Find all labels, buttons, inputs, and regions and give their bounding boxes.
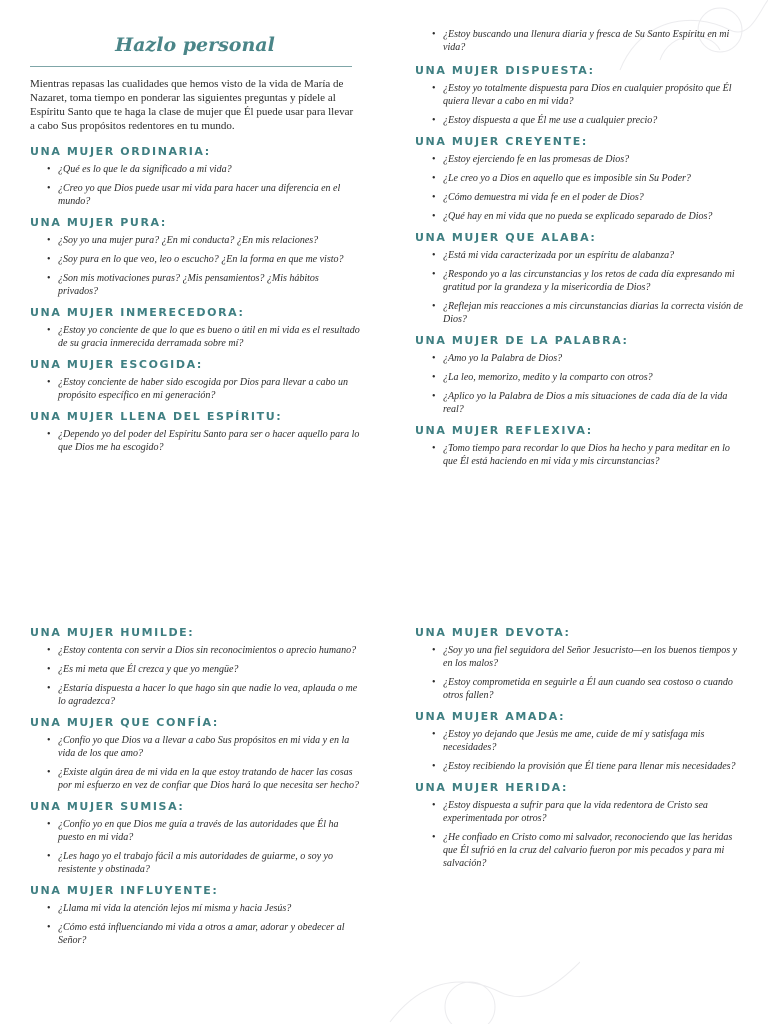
question-section (415, 710, 745, 773)
right-column-page-31 (415, 626, 745, 878)
question-item: • ¿Le creo yo a Dios en aquello que es imposible sin Su Poder? (415, 172, 745, 185)
question-item: • ¿Confío yo en que Dios me guía a través de las autoridades que Él ha puesto en mi vida? (30, 818, 360, 844)
question-list (415, 82, 745, 127)
question-item: • ¿Qué es lo que le da significado a mi vida? (30, 163, 360, 176)
section-heading: UNA MUJER HUMILDE: (30, 626, 195, 639)
question-list (415, 728, 745, 773)
question-section (415, 334, 745, 416)
intro-paragraph: Mientras repasas las cualidades que hemos visto de la vida de María de Nazaret, toma tiempo en ponderar las siguientes preguntas y pídele al Espíritu Santo que te haga la clase de mujer que Él puede usar para llevar a cabo Sus propósitos redentores en tu mundo. (30, 78, 354, 132)
question-section (415, 781, 745, 870)
left-column-page-30 (30, 626, 360, 955)
question-item: • ¿Es mi meta que Él crezca y que yo mengüe? (30, 663, 360, 676)
question-list (30, 324, 360, 350)
page-spread-bottom (0, 512, 768, 1024)
question-item: • ¿La leo, memorizo, medito y la comparto con otros? (415, 371, 745, 384)
question-item: • ¿Son mis motivaciones puras? ¿Mis pensamientos? ¿Mis hábitos privados? (30, 272, 360, 298)
question-item: • ¿Qué hay en mi vida que no pueda se explicado separado de Dios? (415, 210, 745, 223)
question-section (30, 358, 360, 402)
section-heading: UNA MUJER ORDINARIA: (30, 145, 211, 158)
question-item: • ¿Aplico yo la Palabra de Dios a mis situaciones de cada día de la vida real? (415, 390, 745, 416)
question-list (30, 818, 360, 876)
question-item: • ¿Soy yo una fiel seguidora del Señor Jesucristo—en los buenos tiempos y en los malos? (415, 644, 745, 670)
question-list (30, 644, 360, 708)
left-column-page-28 (30, 0, 360, 462)
section-heading: UNA MUJER REFLEXIVA: (415, 424, 593, 437)
section-heading: UNA MUJER DISPUESTA: (415, 64, 595, 77)
section-heading: UNA MUJER INMERECEDORA: (30, 306, 245, 319)
question-item: • ¿He confiado en Cristo como mi salvador, reconociendo que las heridas que Él sufrió en la cruz del calvario fueron por mis pecados y para mi salvación? (415, 831, 745, 870)
question-list (30, 376, 360, 402)
question-list (30, 734, 360, 792)
question-item: • ¿Confío yo que Dios va a llevar a cabo Sus propósitos en mi vida y en la vida de los que amo? (30, 734, 360, 760)
section-list (30, 626, 360, 947)
question-section (30, 306, 360, 350)
question-section (30, 800, 360, 876)
section-heading: UNA MUJER AMADA: (415, 710, 566, 723)
question-list (30, 163, 360, 208)
section-heading: UNA MUJER SUMISA: (30, 800, 185, 813)
question-item: • ¿Estoy recibiendo la provisión que Él tiene para llenar mis necesidades? (415, 760, 745, 773)
question-section (415, 626, 745, 702)
question-item: • ¿Les hago yo el trabajo fácil a mis autoridades de guiarme, o soy yo resistente y obstinada? (30, 850, 360, 876)
question-list (30, 234, 360, 298)
section-heading: UNA MUJER CREYENTE: (415, 135, 588, 148)
question-item: • ¿Soy pura en lo que veo, leo o escucho? ¿En la forma en que me visto? (30, 253, 360, 266)
question-section (30, 216, 360, 298)
section-heading: UNA MUJER DEVOTA: (415, 626, 571, 639)
section-heading: UNA MUJER QUE ALABA: (415, 231, 597, 244)
floral-decoration-icon (380, 952, 580, 1024)
question-list (415, 352, 745, 416)
question-list (415, 249, 745, 326)
section-list (415, 626, 745, 870)
question-item: • ¿Creo yo que Dios puede usar mi vida para hacer una diferencia en el mundo? (30, 182, 360, 208)
section-heading: UNA MUJER QUE CONFÍA: (30, 716, 219, 729)
question-list (415, 644, 745, 702)
question-item: • ¿Llama mi vida la atención lejos mí misma y hacia Jesús? (30, 902, 360, 915)
question-section (415, 64, 745, 127)
section-heading: UNA MUJER LLENA DEL ESPÍRITU: (30, 410, 283, 423)
question-list (415, 799, 745, 870)
question-item: • ¿Estoy yo totalmente dispuesta para Dios en cualquier propósito que Él quiera llevar a cabo en mi vida? (415, 82, 745, 108)
question-item: • ¿Amo yo la Palabra de Dios? (415, 352, 745, 365)
question-section (415, 231, 745, 326)
right-column-page-29 (415, 28, 745, 476)
section-heading: UNA MUJER INFLUYENTE: (30, 884, 219, 897)
question-item: • ¿Estoy dispuesta a que Él me use a cualquier precio? (415, 114, 745, 127)
question-section (30, 410, 360, 454)
question-item: • ¿Estoy ejerciendo fe en las promesas de Dios? (415, 153, 745, 166)
question-item: • ¿Reflejan mis reacciones a mis circunstancias diarias la correcta visión de Dios? (415, 300, 745, 326)
question-list (415, 153, 745, 223)
question-list (30, 902, 360, 947)
question-item: • ¿Estoy contenta con servir a Dios sin reconocimientos o aprecio humano? (30, 644, 360, 657)
question-item: • ¿Cómo está influenciando mi vida a otros a amar, adorar y obedecer al Señor? (30, 921, 360, 947)
question-item: • ¿Estoy dispuesta a sufrir para que la vida redentora de Cristo sea experimentada por otros? (415, 799, 745, 825)
question-item: • ¿Estoy buscando una llenura diaria y fresca de Su Santo Espíritu en mi vida? (415, 28, 745, 54)
section-heading: UNA MUJER PURA: (30, 216, 167, 229)
question-section (30, 884, 360, 947)
question-section (30, 145, 360, 208)
question-item: • ¿Respondo yo a las circunstancias y los retos de cada día expresando mi gratitud por la grandeza y la misericordia de Dios? (415, 268, 745, 294)
title-divider (30, 66, 352, 67)
question-item: • ¿Soy yo una mujer pura? ¿En mi conducta? ¿En mis relaciones? (30, 234, 360, 247)
section-list (415, 64, 745, 468)
question-section (415, 135, 745, 223)
section-heading: UNA MUJER DE LA PALABRA: (415, 334, 629, 347)
question-item: • ¿Estoy comprometida en seguirle a Él aun cuando sea costoso o cuando otros fallen? (415, 676, 745, 702)
question-list (415, 442, 745, 468)
question-item: • ¿Existe algún área de mi vida en la que estoy tratando de hacer las cosas por mi esfuerzo en vez de confiar que Dios hará lo que necesita ser hecho? (30, 766, 360, 792)
question-section (30, 626, 360, 708)
question-item: • ¿Estoy yo conciente de que lo que es bueno o útil en mi vida es el resultado de su gracia inmerecida derramada sobre mí? (30, 324, 360, 350)
question-section (30, 716, 360, 792)
question-item: • ¿Estoy yo dejando que Jesús me ame, cuide de mí y satisfaga mis necesidades? (415, 728, 745, 754)
question-item: • ¿Estoy conciente de haber sido escogida por Dios para llevar a cabo un propósito específico en mi generación? (30, 376, 360, 402)
section-heading: UNA MUJER HERIDA: (415, 781, 568, 794)
question-item: • ¿Cómo demuestra mi vida fe en el poder de Dios? (415, 191, 745, 204)
question-item: • ¿Tomo tiempo para recordar lo que Dios ha hecho y para meditar en lo que Él está haciendo en mi vida y mis circunstancias? (415, 442, 745, 468)
continued-question-list (415, 28, 745, 54)
question-item: • ¿Está mi vida caracterizada por un espíritu de alabanza? (415, 249, 745, 262)
section-list (30, 145, 360, 454)
page-title: Hazlo personal (115, 34, 275, 56)
section-heading: UNA MUJER ESCOGIDA: (30, 358, 203, 371)
question-list (30, 428, 360, 454)
question-section (415, 424, 745, 468)
question-item: • ¿Estaría dispuesta a hacer lo que hago sin que nadie lo vea, aplauda o me lo agradezca? (30, 682, 360, 708)
question-item: • ¿Dependo yo del poder del Espíritu Santo para ser o hacer aquello para lo que Dios me ha escogido? (30, 428, 360, 454)
